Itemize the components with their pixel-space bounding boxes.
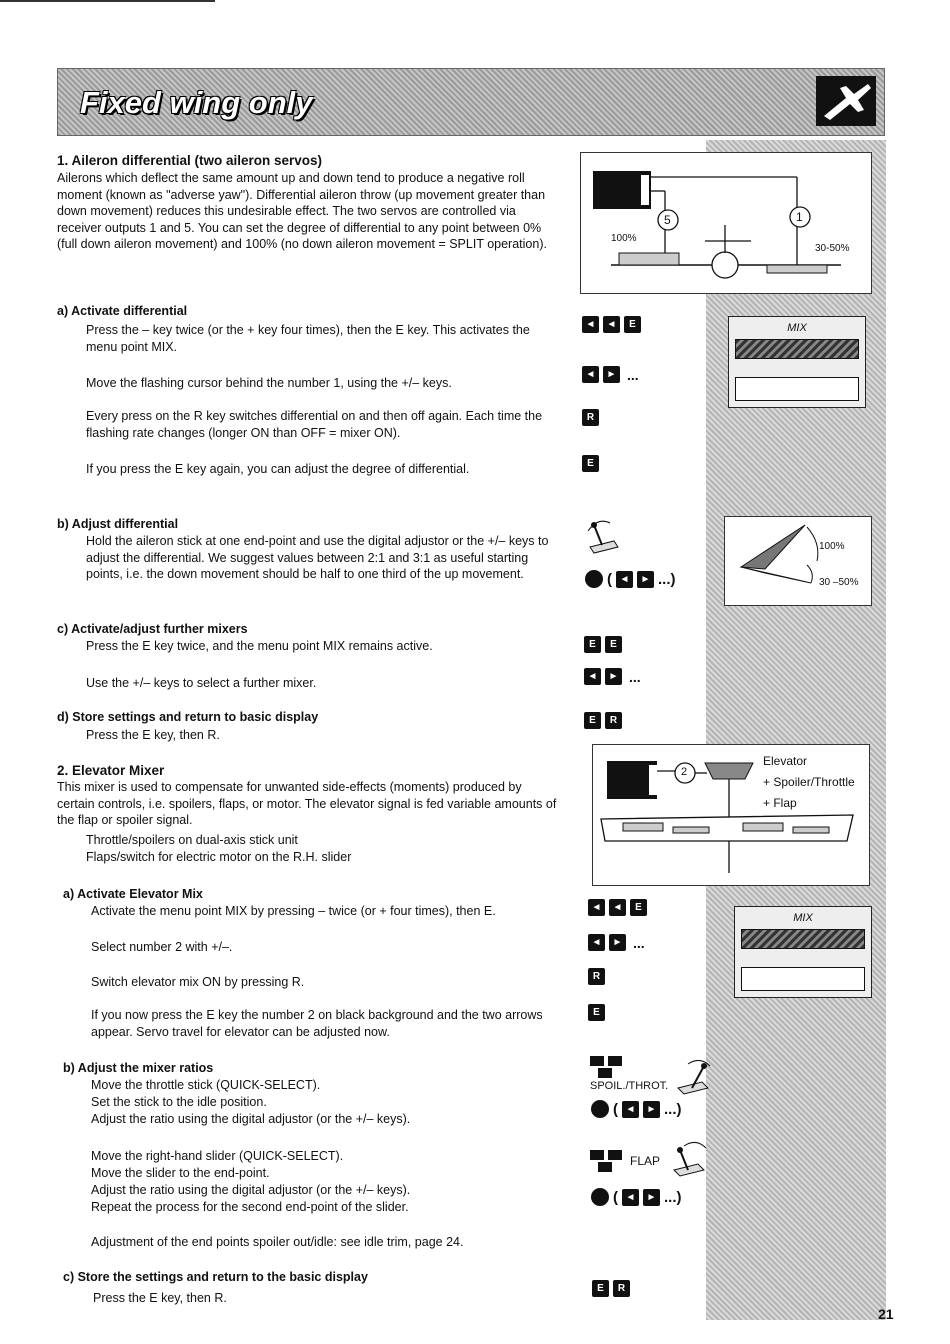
e-key: E xyxy=(630,899,647,916)
section-banner xyxy=(57,68,885,136)
s1a-p3: Every press on the R key switches differential on and then off again. Each time the flashing rate changes (longer ON than OFF = mixer ON). xyxy=(86,409,543,440)
minus-key: ◄ xyxy=(588,899,605,916)
channel-2-label: 2 xyxy=(681,766,688,778)
elevator-mixer-diagram xyxy=(592,744,870,886)
minus-key: ◄ xyxy=(622,1101,639,1118)
plus-key: ► xyxy=(637,571,654,588)
s2a-p2: Select number 2 with +/–. xyxy=(91,940,233,954)
keys-minus-plus xyxy=(582,366,639,383)
s2a-heading: a) Activate Elevator Mix xyxy=(63,887,203,901)
display-bar xyxy=(735,339,859,359)
keys-minus-minus-e-2 xyxy=(588,899,647,916)
s2a-p4: If you now press the E key the number 2 on black background and the two arrows appear. Servo travel for elevator can be adjusted now. xyxy=(91,1008,543,1039)
e-key: E xyxy=(592,1280,609,1297)
minus-key: ◄ xyxy=(584,668,601,685)
s1c-p2: Use the +/– keys to select a further mixer. xyxy=(86,676,317,690)
top-rule xyxy=(0,0,215,2)
plus-key: ► xyxy=(609,934,626,951)
quick-select-icon xyxy=(590,1150,626,1177)
quick-select-icon xyxy=(590,1056,626,1083)
adjustor-and-keys-3 xyxy=(591,1188,682,1206)
channel-5-label: 5 xyxy=(664,213,671,227)
s1d-p1: Press the E key, then R. xyxy=(86,728,220,742)
e-key: E xyxy=(582,455,599,472)
minus-key: ◄ xyxy=(582,316,599,333)
flap-side-label: FLAP xyxy=(630,1154,661,1168)
keys-e-r xyxy=(584,712,622,729)
r-key: R xyxy=(613,1280,630,1297)
s2b-p7: Repeat the process for the second end-point of the slider. xyxy=(91,1200,409,1214)
s2-body: This mixer is used to compensate for unwanted side-effects (moments) produced by certain controls, i.e. spoilers, flaps, or motor. The elevator signal is fed variable amounts of the flap or spoiler signal. xyxy=(57,780,557,827)
airplane-icon xyxy=(816,76,876,126)
digital-adjustor-icon xyxy=(591,1100,609,1118)
s2b-p4: Move the right-hand slider (QUICK-SELECT). xyxy=(91,1149,344,1163)
minus-key: ◄ xyxy=(582,366,599,383)
s2b-p5: Move the slider to the end-point. xyxy=(91,1166,270,1180)
digital-adjustor-icon xyxy=(585,570,603,588)
digital-adjustor-icon xyxy=(591,1188,609,1206)
minus-key: ◄ xyxy=(609,899,626,916)
plus-key: ► xyxy=(643,1189,660,1206)
s1a-p4: If you press the E key again, you can adjust the degree of differential. xyxy=(86,462,470,476)
aileron-stick-icon xyxy=(584,515,624,560)
minus-key: ◄ xyxy=(616,571,633,588)
s2b-p1: Move the throttle stick (QUICK-SELECT). xyxy=(91,1078,321,1092)
adjustor-and-keys-2 xyxy=(591,1100,682,1118)
s1b-p1: Hold the aileron stick at one end-point and use the digital adjustor or the +/– keys to adjust the differential. We suggest values between 2:1 and 3:1 as useful starting points, i.e. the down movement should be half to one third of the up movement. xyxy=(86,534,549,581)
r-key: R xyxy=(588,968,605,985)
travel-100-label: 100% xyxy=(819,541,845,552)
keys-e xyxy=(582,455,599,472)
banner-title: Fixed wing only xyxy=(80,85,313,120)
s1b-heading: b) Adjust differential xyxy=(57,517,179,531)
mix-display-screen-1 xyxy=(728,316,866,408)
ellipsis: ... xyxy=(633,934,645,951)
paren-close: ...) xyxy=(664,1100,682,1118)
mix-display-screen-2 xyxy=(734,906,872,998)
s2c-p1: Press the E key, then R. xyxy=(93,1291,227,1305)
travel-30-50-label: 30 –50% xyxy=(819,577,859,588)
paren-close: ...) xyxy=(658,570,676,588)
s2b-p2: Set the stick to the idle position. xyxy=(91,1095,267,1109)
s2b-p6: Adjust the ratio using the digital adjustor (or the +/– keys). xyxy=(91,1183,411,1197)
keys-r xyxy=(582,409,599,426)
e-key: E xyxy=(624,316,641,333)
diagram-100-label: 100% xyxy=(611,233,637,244)
s1a-heading: a) Activate differential xyxy=(57,304,188,318)
flap-label: + Flap xyxy=(763,796,797,810)
page-number: 21 xyxy=(878,1306,894,1322)
mix-display-title: MIX xyxy=(793,912,813,924)
paren-close: ...) xyxy=(664,1188,682,1206)
display-channel-row xyxy=(741,967,865,991)
throttle-stick-icon xyxy=(674,1058,714,1103)
minus-key: ◄ xyxy=(622,1189,639,1206)
s2c-heading: c) Store the settings and return to the basic display xyxy=(63,1270,368,1284)
s2b-p3: Adjust the ratio using the digital adjustor (or the +/– keys). xyxy=(91,1112,411,1126)
s1a-p1: Press the – key twice (or the + key four times), then the E key. This activates the menu point MIX. xyxy=(86,323,530,354)
keys-e-r-2 xyxy=(592,1280,630,1297)
aileron-servo-diagram xyxy=(580,152,872,294)
keys-e-2 xyxy=(588,1004,605,1021)
keys-r-2 xyxy=(588,968,605,985)
e-key: E xyxy=(588,1004,605,1021)
keys-minus-plus-3 xyxy=(588,934,645,951)
minus-key: ◄ xyxy=(603,316,620,333)
plus-key: ► xyxy=(643,1101,660,1118)
s2b-heading: b) Adjust the mixer ratios xyxy=(63,1061,214,1075)
plus-key: ► xyxy=(603,366,620,383)
s2-line1: Throttle/spoilers on dual-axis stick unit xyxy=(86,833,298,847)
aileron-travel-diagram xyxy=(724,516,872,606)
s1-heading: 1. Aileron differential (two aileron servos) xyxy=(57,153,323,168)
s1c-heading: c) Activate/adjust further mixers xyxy=(57,622,248,636)
keys-minus-plus-2 xyxy=(584,668,641,685)
paren-open: ( xyxy=(607,570,612,588)
e-key: E xyxy=(584,636,601,653)
e-key: E xyxy=(605,636,622,653)
channel-1-label: 1 xyxy=(796,210,803,224)
ellipsis: ... xyxy=(629,668,641,685)
e-key: E xyxy=(584,712,601,729)
spoil-throt-label: SPOIL./THROT. xyxy=(590,1080,669,1092)
display-channel-row xyxy=(735,377,859,401)
minus-key: ◄ xyxy=(588,934,605,951)
elevator-label: Elevator xyxy=(763,754,808,768)
diagram-30-50-label: 30-50% xyxy=(815,243,850,254)
s2-heading: 2. Elevator Mixer xyxy=(57,763,165,778)
s1c-p1: Press the E key twice, and the menu point MIX remains active. xyxy=(86,639,433,653)
spoiler-throttle-label: + Spoiler/Throttle xyxy=(763,775,855,789)
paren-open: ( xyxy=(613,1188,618,1206)
display-bar xyxy=(741,929,865,949)
r-key: R xyxy=(605,712,622,729)
s2b-p8: Adjustment of the end points spoiler out/idle: see idle trim, page 24. xyxy=(91,1235,464,1249)
keys-minus-minus-e xyxy=(582,316,641,333)
mix-display-title: MIX xyxy=(787,322,807,334)
s2-line2: Flaps/switch for electric motor on the R.H. slider xyxy=(86,850,352,864)
s1-body: Ailerons which deflect the same amount up and down tend to produce a negative roll moment (known as "adverse yaw"). Differential aileron throw (up movement greater than down movement) reduces this undesirable effect. The two servos are controlled via receiver outputs 1 and 5. You can set the degree of differential to any point between 0% (full down aileron movement) and 100% (no down aileron movement = SPLIT operation). xyxy=(57,171,547,251)
plus-key: ► xyxy=(605,668,622,685)
s2a-p3: Switch elevator mix ON by pressing R. xyxy=(91,975,305,989)
s2a-p1: Activate the menu point MIX by pressing – twice (or + four times), then E. xyxy=(91,904,496,918)
adjustor-and-keys xyxy=(585,570,676,588)
keys-e-e xyxy=(584,636,622,653)
ellipsis: ... xyxy=(627,366,639,383)
s1a-p2: Move the flashing cursor behind the number 1, using the +/– keys. xyxy=(86,376,452,390)
slider-icon xyxy=(670,1140,710,1185)
s1d-heading: d) Store settings and return to basic display xyxy=(57,710,319,724)
paren-open: ( xyxy=(613,1100,618,1118)
r-key: R xyxy=(582,409,599,426)
